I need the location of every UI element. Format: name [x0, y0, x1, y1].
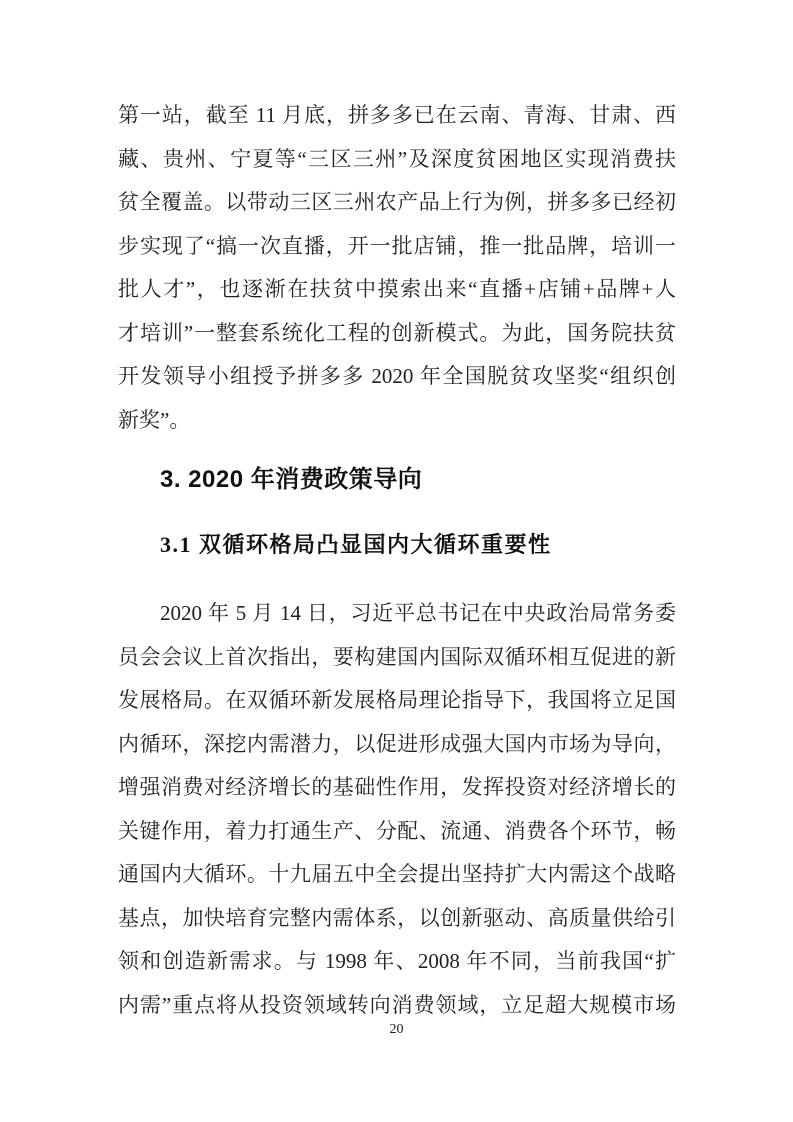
text-line: 通国内大循环。十九届五中全会提出坚持扩大内需这个战略 [118, 862, 676, 886]
paragraph-dual-circulation [118, 592, 676, 1027]
page-content [118, 94, 676, 1027]
paragraph-pinduoduo-poverty [118, 94, 676, 442]
text-line: 第一站，截至 11 月底，拼多多已在云南、青海、甘肃、西 [118, 103, 676, 127]
text-line: 领和创造新需求。与 1998 年、2008 年不同，当前我国“扩 [118, 949, 676, 973]
text-line: 2020 年 5 月 14 日，习近平总书记在中央政治局常务委 [160, 601, 676, 625]
text-line: 新奖”。 [118, 407, 191, 432]
text-line: 才培训”一整套系统化工程的创新模式。为此，国务院扶贫 [118, 320, 676, 345]
text-line: 步实现了“搞一次直播，开一批店铺，推一批品牌，培训一 [118, 233, 676, 258]
text-line: 增强消费对经济增长的基础性作用，发挥投资对经济增长的 [118, 775, 676, 799]
text-line: 内循环，深挖内需潜力，以促进形成强大国内市场为导向， [118, 731, 676, 756]
text-line: 发展格局。在双循环新发展格局理论指导下，我国将立足国 [118, 688, 676, 712]
text-line: 藏、贵州、宁夏等“三区三州”及深度贫困地区实现消费扶 [118, 146, 676, 171]
text-line: 员会会议上首次指出，要构建国内国际双循环相互促进的新 [118, 644, 676, 669]
subsection-heading: 3.1 双循环格局凸显国内大循环重要性 [160, 532, 552, 557]
section-heading: 3. 2020 年消费政策导向 [160, 466, 423, 493]
text-line: 批人才”，也逐渐在扶贫中摸索出来“直播+店铺+品牌+人 [118, 277, 676, 301]
text-line: 贫全覆盖。以带动三区三州农产品上行为例，拼多多已经初 [118, 190, 676, 214]
text-line: 内需”重点将从投资领域转向消费领域，立足超大规模市场 [118, 992, 676, 1017]
text-line: 基点，加快培育完整内需体系，以创新驱动、高质量供给引 [118, 905, 676, 930]
text-line: 关键作用，着力打通生产、分配、流通、消费各个环节，畅 [118, 818, 676, 843]
text-line: 开发领导小组授予拼多多 2020 年全国脱贫攻坚奖“组织创 [118, 364, 676, 388]
page-number: 20 [389, 1022, 404, 1037]
